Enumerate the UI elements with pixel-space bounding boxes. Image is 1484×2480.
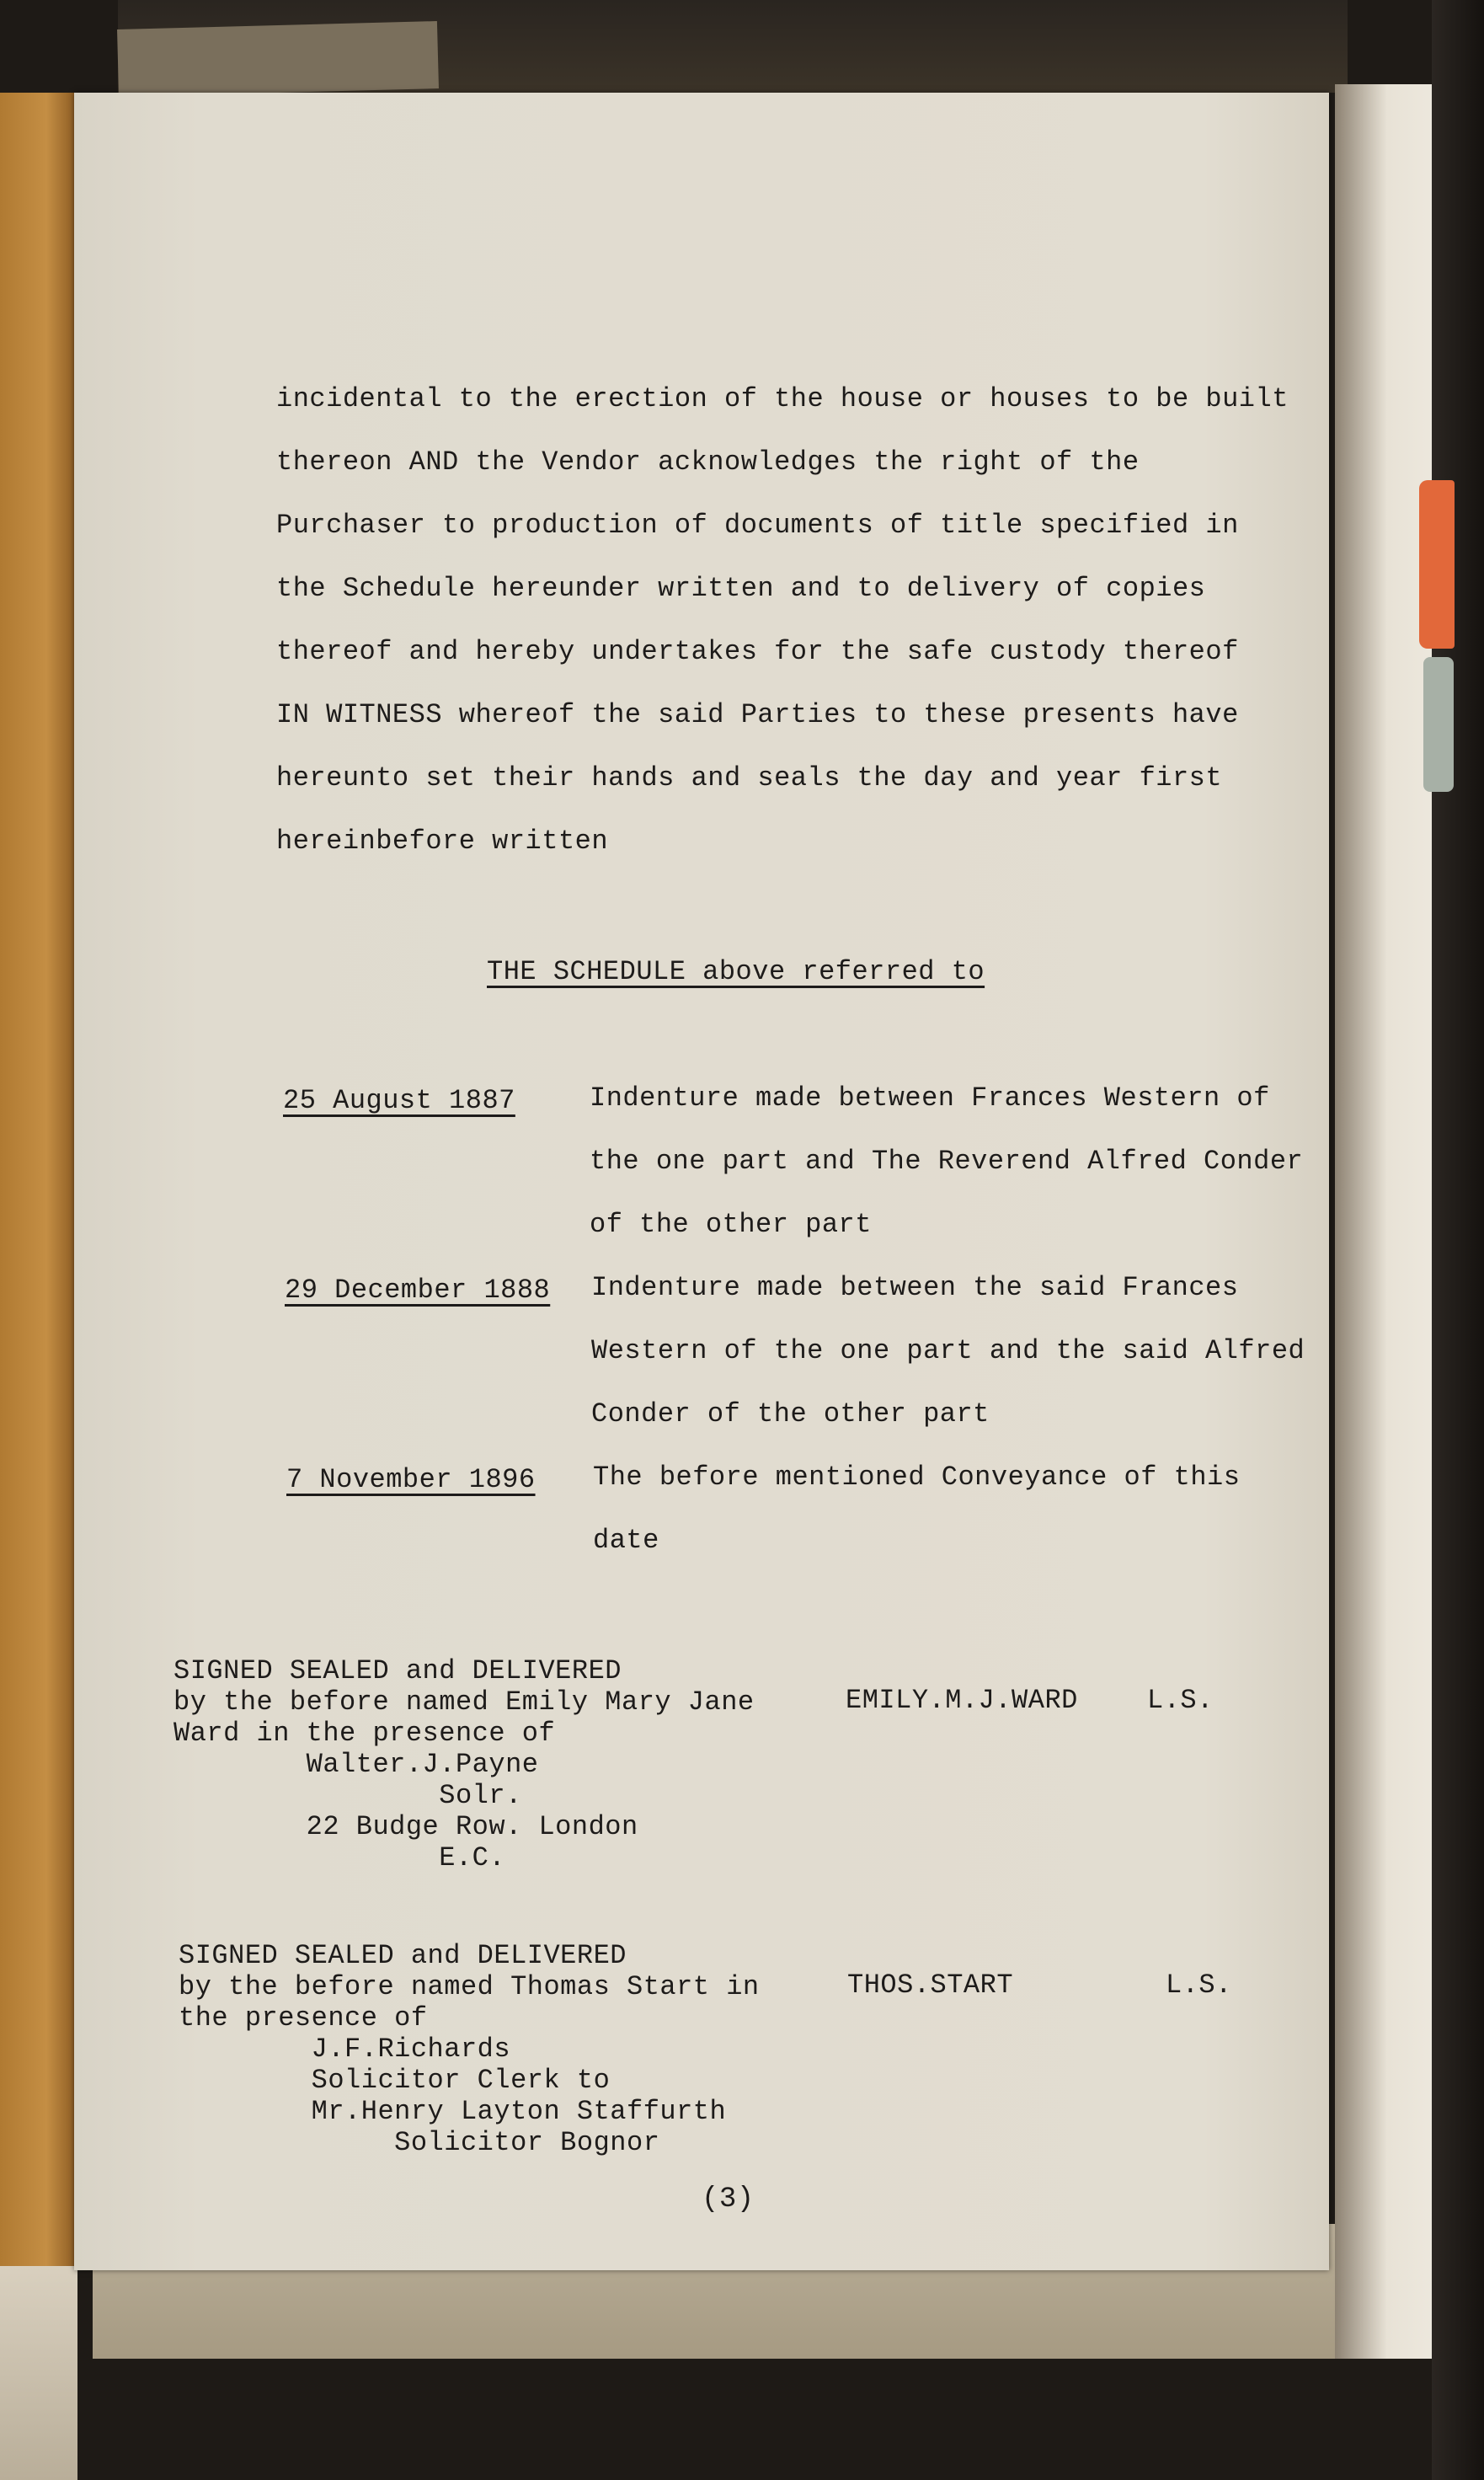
schedule-text: Western of the one part and the said Alfred [591, 1335, 1305, 1366]
attestation-line: Ward in the presence of [173, 1718, 556, 1749]
folder-tab [117, 21, 439, 97]
attestation-line: SIGNED SEALED and DELIVERED [173, 1655, 622, 1686]
schedule-text: date [593, 1525, 659, 1556]
attestation-line: Solr. [173, 1780, 522, 1811]
attestation-line: 22 Budge Row. London [173, 1811, 638, 1842]
attestation-line: J.F.Richards [179, 2034, 511, 2065]
schedule-date: 7 November 1896 [286, 1464, 536, 1495]
schedule-text: Indenture made between Frances Western of [590, 1082, 1270, 1114]
typed-page [74, 93, 1329, 2270]
schedule-date: 25 August 1887 [283, 1085, 515, 1116]
body-line: hereinbefore written [276, 826, 609, 857]
attestation-line: E.C. [173, 1842, 506, 1873]
seal-mark: L.S. [1147, 1685, 1214, 1716]
attestation-line: Solicitor Clerk to [179, 2065, 611, 2096]
schedule-text: the one part and The Reverend Alfred Conder [590, 1146, 1304, 1177]
attestation-line: Mr.Henry Layton Staffurth [179, 2096, 727, 2127]
schedule-text: Indenture made between the said Frances [591, 1272, 1239, 1303]
attestation-line: Walter.J.Payne [173, 1749, 539, 1780]
left-binder-cover [0, 93, 77, 2283]
body-line: the Schedule hereunder written and to delivery of copies [276, 573, 1206, 604]
schedule-text: of the other part [590, 1209, 872, 1240]
body-line: thereof and hereby undertakes for the safe custody thereof [276, 636, 1239, 667]
body-line: hereunto set their hands and seals the day and year first [276, 762, 1223, 794]
red-wax-seal [1419, 480, 1455, 649]
attestation-line: SIGNED SEALED and DELIVERED [179, 1940, 627, 1971]
seal-mark: L.S. [1166, 1970, 1232, 2001]
signature: EMILY.M.J.WARD [846, 1685, 1078, 1716]
schedule-text: Conder of the other part [591, 1398, 990, 1430]
attestation-line: the presence of [179, 2002, 428, 2034]
schedule-text: The before mentioned Conveyance of this [593, 1462, 1241, 1493]
body-line: IN WITNESS whereof the said Parties to these presents have [276, 699, 1239, 730]
right-dark-edge [1432, 0, 1484, 2480]
left-page-edge [0, 2266, 77, 2480]
schedule-date: 29 December 1888 [285, 1275, 551, 1306]
attestation-line: Solicitor Bognor [179, 2127, 660, 2158]
body-line: Purchaser to production of documents of title specified in [276, 510, 1239, 541]
body-line: thereon AND the Vendor acknowledges the right of the [276, 446, 1140, 478]
attestation-line: by the before named Thomas Start in [179, 1971, 760, 2002]
signature: THOS.START [847, 1970, 1014, 2001]
grey-seal [1423, 657, 1454, 792]
schedule-heading: THE SCHEDULE above referred to [487, 956, 985, 987]
attestation-line: by the before named Emily Mary Jane [173, 1686, 755, 1718]
page-number: (3) [702, 2183, 755, 2215]
body-line: incidental to the erection of the house or houses to be built [276, 383, 1289, 414]
